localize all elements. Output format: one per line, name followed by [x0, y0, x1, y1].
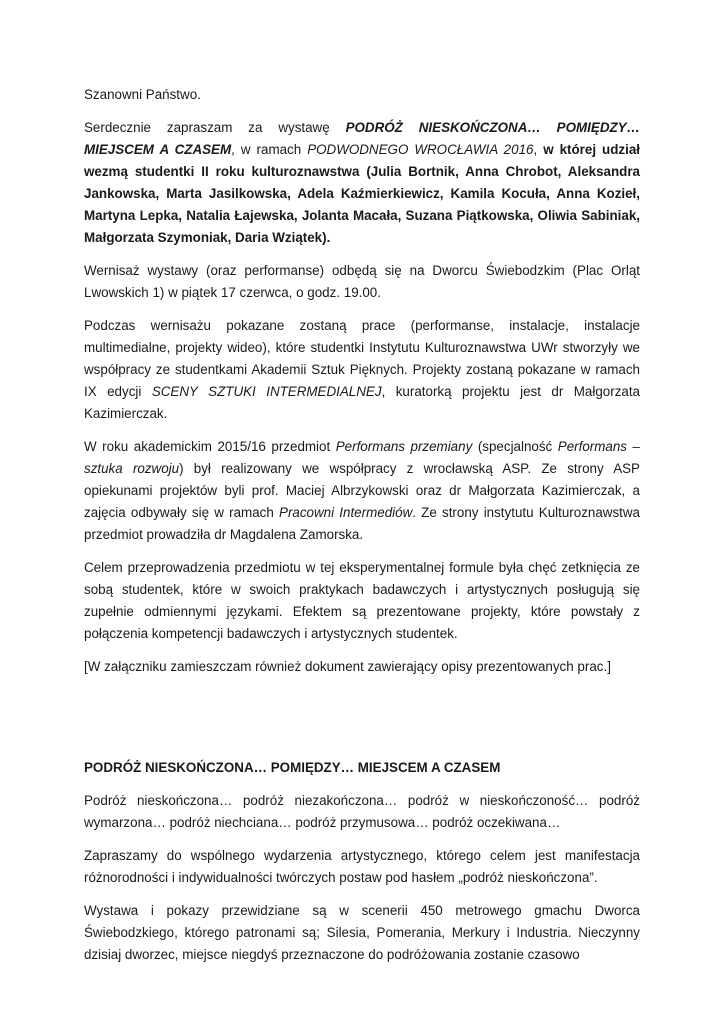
invitation-text: Serdecznie zapraszam za wystawę — [84, 120, 346, 135]
venue-paragraph: Wystawa i pokazy przewidziane są w scenerii 450 metrowego gmachu Dworca Świebodzkiego, którego patronami są; Silesia, Pomerania, Merkury i Industria. Nieczynny dzisiaj dworzec, miejsce niegdyś przeznaczone do podróżowania zostanie czasowo — [84, 903, 640, 962]
studio-name: Pracowni Intermediów — [279, 505, 413, 520]
vernissage-paragraph: Wernisaż wystawy (oraz performanse) odbędą się na Dworcu Świebodzkim (Plac Orląt Lwowskich 1) w piątek 17 czerwca, o godz. 19.00. — [84, 263, 640, 300]
course-text: W roku akademickim 2015/16 przedmiot — [84, 439, 336, 454]
course-paragraph — [84, 436, 640, 546]
section-spacer — [84, 689, 640, 757]
greeting: Szanowni Państwo. — [84, 87, 201, 102]
works-paragraph — [84, 315, 640, 425]
event-name: SCENY SZTUKI INTERMEDIALNEJ — [151, 384, 382, 399]
participants-list: w której udział wezmą studentki II roku kulturoznawstwa (Julia Bortnik, Anna Chrobot, Aleksandra Jankowska, Marta Jasilkowska, Adela Kaźmierkiewicz, Kamila Kocuła, Anna Kozieł, Martyna Lepka, Natalia Łajewska, Jolanta Macała, Suzana Piątkowska, Oliwia Sabiniak, Małgorzata Szymoniak, Daria Wziątek). — [84, 142, 640, 245]
section-heading: PODRÓŻ NIESKOŃCZONA… POMIĘDZY… MIEJSCEM A CZASEM — [84, 760, 501, 775]
works-text: , kuratorką projektu jest dr Małgorzata Kazimierczak. — [84, 384, 641, 421]
document-page — [84, 84, 640, 977]
journey-paragraph: Podróż nieskończona… podróż niezakończona… podróż w nieskończoność… podróż wymarzona… podróż niechciana… podróż przymusowa… podróż oczekiwana… — [84, 793, 640, 830]
invitation-text: , w ramach — [231, 142, 308, 157]
invite-paragraph: Zapraszamy do wspólnego wydarzenia artystycznego, którego celem jest manifestacja różnorodności i indywidualności twórczych postaw pod hasłem „podróż nieskończona”. — [84, 848, 640, 885]
course-text: ) był realizowany we współpracy z wrocławską ASP. Ze strony ASP opiekunami projektów byli prof. Maciej Albrzykowski oraz dr Małgorzata Kazimierczak, a zajęcia odbywały się w ramach — [84, 461, 640, 520]
course-text: (specjalność — [472, 439, 558, 454]
attachment-note: [W załączniku zamieszczam również dokument zawierający opisy prezentowanych prac.] — [84, 659, 611, 674]
goal-paragraph: Celem przeprowadzenia przedmiotu w tej eksperymentalnej formule była chęć zetknięcia ze sobą studentek, które w swoich praktykach badawczych i artystycznych posługują się zupełnie odmiennymi językami. Efektem są prezentowane projekty, które powstały z połączenia kompetencji badawczych i artystycznych studentek. — [84, 560, 640, 641]
festival-name: PODWODNEGO WROCŁAWIA 2016 — [307, 142, 534, 157]
course-name: Performans przemiany — [335, 439, 473, 454]
invitation-text: , — [533, 142, 544, 157]
invitation-paragraph — [84, 117, 640, 249]
exhibition-title: PODRÓŻ NIESKOŃCZONA… POMIĘDZY… MIEJSCEM A CZASEM — [84, 120, 640, 157]
works-text: Podczas wernisażu pokazane zostaną prace (performanse, instalacje, instalacje multimedialne, projekty wideo), które studentki Instytutu Kulturoznawstwa UWr stworzyły we współpracy ze studentkami Akademii Sztuk Pięknych. Projekty zostaną pokazane w ramach IX edycji — [84, 318, 640, 399]
course-text: . Ze strony instytutu Kulturoznawstwa przedmiot prowadziła dr Magdalena Zamorska. — [84, 505, 640, 542]
specialization-name: Performans – sztuka rozwoju — [84, 439, 640, 476]
